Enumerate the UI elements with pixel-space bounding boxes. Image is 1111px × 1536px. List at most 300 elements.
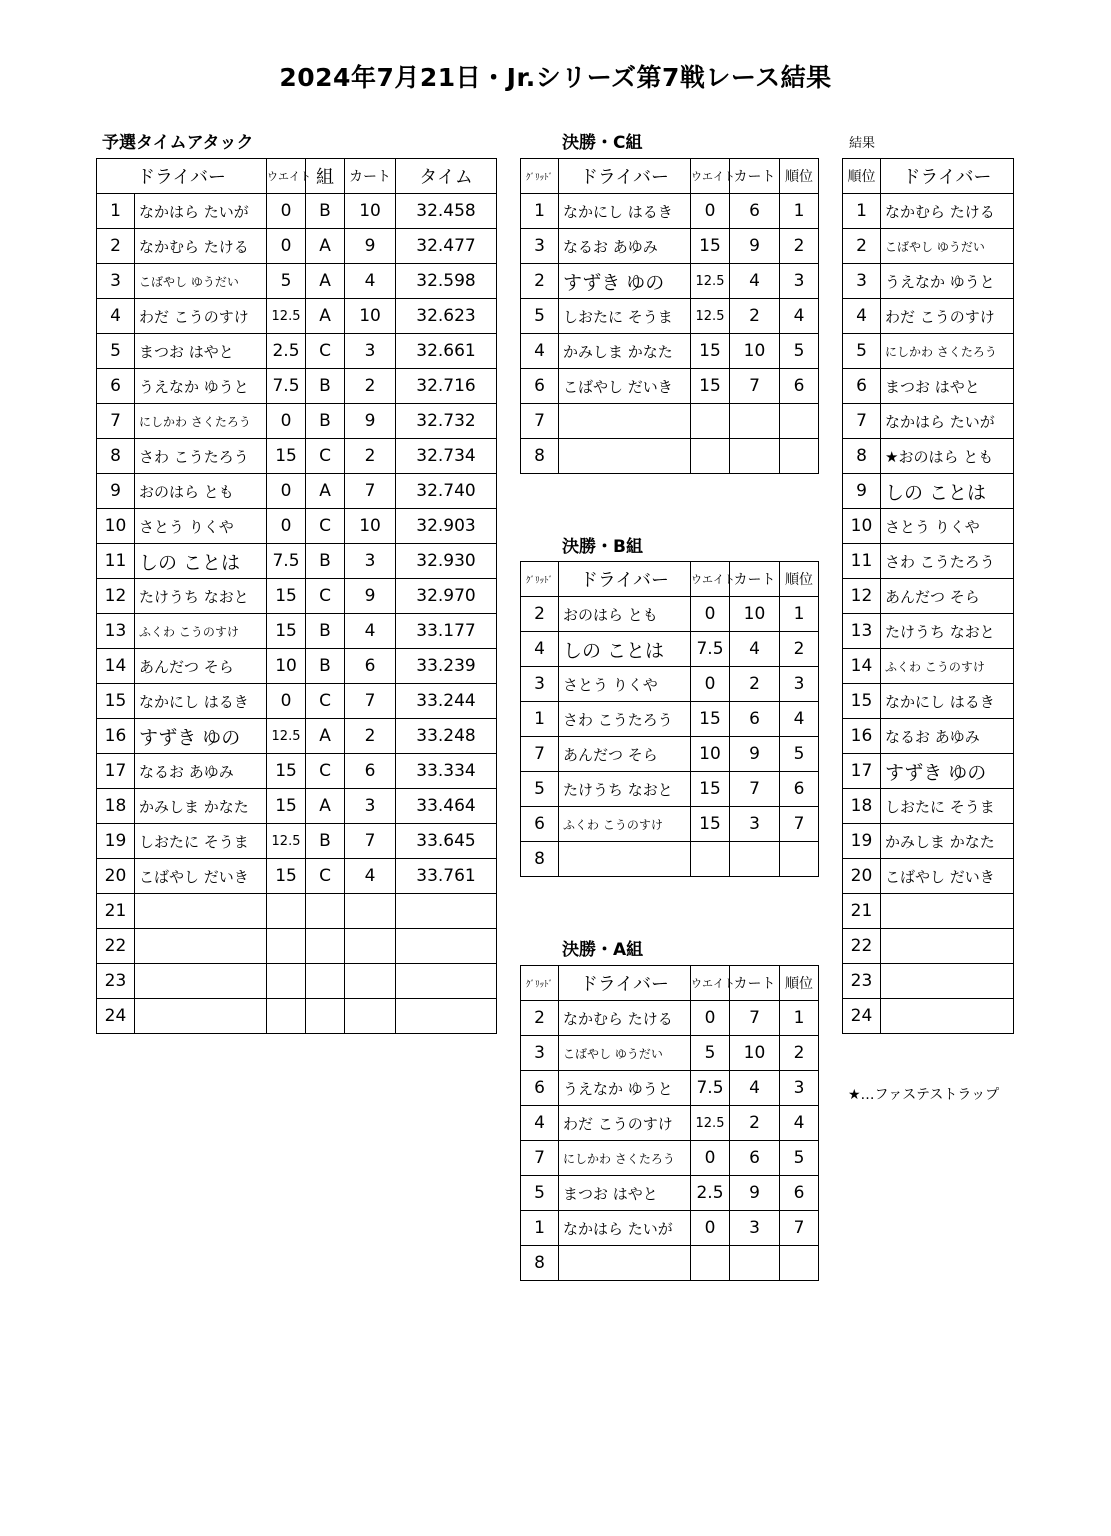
header-driver: ドライバー (881, 159, 1014, 194)
driver-cell (135, 999, 267, 1034)
driver-cell: さわ こうたろう (135, 439, 267, 474)
driver-cell: うえなか ゆうと (881, 264, 1014, 299)
driver-cell: さとう りくや (559, 667, 691, 702)
kart-cell: 2 (730, 1106, 780, 1141)
weight-cell (691, 1246, 730, 1281)
grid-cell: 4 (521, 334, 559, 369)
group-cell: A (306, 229, 345, 264)
position-cell: 2 (97, 229, 135, 264)
kart-cell: 3 (730, 1211, 780, 1246)
kart-cell: 7 (730, 772, 780, 807)
kart-cell: 3 (345, 544, 396, 579)
weight-cell (267, 894, 306, 929)
time-cell: 33.239 (396, 649, 497, 684)
kart-cell: 4 (730, 264, 780, 299)
group-cell: B (306, 194, 345, 229)
table-row (843, 789, 1014, 824)
table-row (843, 929, 1014, 964)
driver-cell: すずき ゆの (881, 754, 1014, 789)
driver-cell: おのはら とも (559, 597, 691, 632)
kart-cell: 10 (730, 597, 780, 632)
weight-cell: 15 (691, 807, 730, 842)
kart-cell: 10 (345, 509, 396, 544)
time-cell: 33.645 (396, 824, 497, 859)
kart-cell (345, 964, 396, 999)
rank-cell: 7 (843, 404, 881, 439)
driver-cell: たけうち なおと (135, 579, 267, 614)
table-row (97, 894, 497, 929)
weight-cell: 7.5 (691, 632, 730, 667)
group-cell: B (306, 824, 345, 859)
time-cell: 33.248 (396, 719, 497, 754)
grid-cell: 2 (521, 597, 559, 632)
rank-cell: 8 (843, 439, 881, 474)
table-row (843, 439, 1014, 474)
driver-cell (559, 842, 691, 877)
rank-cell: 18 (843, 789, 881, 824)
group-cell: B (306, 544, 345, 579)
qualifying-label: 予選タイムアタック (102, 133, 254, 153)
header-weight: ウエイト (691, 966, 730, 1001)
position-cell: 24 (97, 999, 135, 1034)
final-b-table (520, 561, 819, 877)
weight-cell: 0 (267, 684, 306, 719)
table-row (843, 474, 1014, 509)
group-cell: B (306, 649, 345, 684)
header-driver: ドライバー (559, 159, 691, 194)
rank-cell: 14 (843, 649, 881, 684)
table-row (521, 194, 819, 229)
table-row (521, 807, 819, 842)
rank-cell (780, 404, 819, 439)
driver-cell: さとう りくや (135, 509, 267, 544)
kart-cell: 10 (345, 194, 396, 229)
table-row (843, 649, 1014, 684)
driver-cell: さわ こうたろう (559, 702, 691, 737)
group-cell: C (306, 579, 345, 614)
rank-cell: 9 (843, 474, 881, 509)
weight-cell: 15 (691, 334, 730, 369)
rank-cell (780, 1246, 819, 1281)
rank-cell: 21 (843, 894, 881, 929)
rank-cell: 22 (843, 929, 881, 964)
table-row (521, 1176, 819, 1211)
driver-cell: こばやし だいき (559, 369, 691, 404)
table-row (843, 824, 1014, 859)
weight-cell: 15 (691, 702, 730, 737)
time-cell: 33.464 (396, 789, 497, 824)
table-row (97, 299, 497, 334)
driver-cell: うえなか ゆうと (135, 369, 267, 404)
weight-cell: 5 (267, 264, 306, 299)
grid-cell: 7 (521, 1141, 559, 1176)
grid-cell: 8 (521, 1246, 559, 1281)
header-driver: ドライバー (97, 159, 267, 194)
grid-cell: 5 (521, 772, 559, 807)
group-cell (306, 999, 345, 1034)
kart-cell: 7 (730, 1001, 780, 1036)
weight-cell: 2.5 (267, 334, 306, 369)
driver-cell: ★おのはら とも (881, 439, 1014, 474)
kart-cell: 3 (730, 807, 780, 842)
weight-cell: 0 (267, 229, 306, 264)
rank-cell (780, 842, 819, 877)
kart-cell: 2 (345, 439, 396, 474)
weight-cell: 0 (691, 1141, 730, 1176)
driver-cell: かみしま かなた (135, 789, 267, 824)
group-cell: A (306, 789, 345, 824)
grid-cell: 5 (521, 1176, 559, 1211)
driver-cell (881, 894, 1014, 929)
kart-cell (730, 404, 780, 439)
table-row (521, 1036, 819, 1071)
time-cell: 32.661 (396, 334, 497, 369)
table-row (521, 1246, 819, 1281)
weight-cell: 12.5 (691, 299, 730, 334)
driver-cell: あんだつ そら (881, 579, 1014, 614)
rank-cell: 11 (843, 544, 881, 579)
group-cell: B (306, 614, 345, 649)
table-row (521, 229, 819, 264)
position-cell: 20 (97, 859, 135, 894)
table-row (97, 684, 497, 719)
table-row (521, 597, 819, 632)
kart-cell: 7 (345, 474, 396, 509)
header-kart: カート (345, 159, 396, 194)
time-cell: 32.734 (396, 439, 497, 474)
driver-cell: しの ことは (559, 632, 691, 667)
table-row (521, 369, 819, 404)
rank-cell: 4 (780, 702, 819, 737)
header-rank: 順位 (780, 562, 819, 597)
driver-cell: うえなか ゆうと (559, 1071, 691, 1106)
position-cell: 16 (97, 719, 135, 754)
group-cell: A (306, 299, 345, 334)
weight-cell: 7.5 (267, 544, 306, 579)
kart-cell: 2 (345, 719, 396, 754)
kart-cell (345, 894, 396, 929)
time-cell (396, 894, 497, 929)
table-row (97, 964, 497, 999)
final-a-label: 決勝・A組 (562, 940, 644, 960)
final-b-label: 決勝・B組 (562, 537, 643, 557)
kart-cell: 9 (730, 737, 780, 772)
table-row (521, 334, 819, 369)
driver-cell: おのはら とも (135, 474, 267, 509)
weight-cell: 15 (267, 789, 306, 824)
header-kart: カート (730, 966, 780, 1001)
table-row (843, 859, 1014, 894)
weight-cell: 10 (691, 737, 730, 772)
driver-cell: まつお はやと (559, 1176, 691, 1211)
table-row (97, 824, 497, 859)
weight-cell: 12.5 (691, 264, 730, 299)
driver-cell: しおたに そうま (559, 299, 691, 334)
driver-cell (881, 999, 1014, 1034)
weight-cell (691, 842, 730, 877)
grid-cell: 6 (521, 807, 559, 842)
driver-cell: しおたに そうま (135, 824, 267, 859)
weight-cell: 0 (691, 1211, 730, 1246)
table-row (97, 754, 497, 789)
table-row (97, 859, 497, 894)
header-kart: カート (730, 562, 780, 597)
weight-cell: 15 (267, 754, 306, 789)
rank-cell: 5 (780, 334, 819, 369)
weight-cell: 10 (267, 649, 306, 684)
weight-cell: 15 (267, 439, 306, 474)
table-row (97, 719, 497, 754)
position-cell: 18 (97, 789, 135, 824)
driver-cell: こばやし ゆうだい (881, 229, 1014, 264)
position-cell: 5 (97, 334, 135, 369)
table-row (521, 702, 819, 737)
position-cell: 13 (97, 614, 135, 649)
table-row (97, 999, 497, 1034)
rank-cell: 3 (780, 667, 819, 702)
table-row (521, 842, 819, 877)
kart-cell: 9 (730, 229, 780, 264)
weight-cell: 12.5 (691, 1106, 730, 1141)
rank-cell: 1 (780, 597, 819, 632)
kart-cell: 4 (730, 1071, 780, 1106)
driver-cell: こばやし だいき (881, 859, 1014, 894)
driver-cell: あんだつ そら (135, 649, 267, 684)
time-cell: 32.598 (396, 264, 497, 299)
position-cell: 4 (97, 299, 135, 334)
table-row (97, 229, 497, 264)
driver-cell: わだ こうのすけ (881, 299, 1014, 334)
table-row (521, 632, 819, 667)
header-weight: ウエイト (691, 159, 730, 194)
time-cell: 33.177 (396, 614, 497, 649)
rank-cell (780, 439, 819, 474)
group-cell: C (306, 509, 345, 544)
time-cell: 32.477 (396, 229, 497, 264)
position-cell: 21 (97, 894, 135, 929)
header-grid: ｸﾞﾘｯﾄﾞ (521, 562, 559, 597)
kart-cell: 7 (345, 824, 396, 859)
group-cell (306, 894, 345, 929)
rank-cell: 6 (780, 1176, 819, 1211)
rank-cell: 2 (843, 229, 881, 264)
qualifying-table (96, 158, 497, 1034)
table-row (843, 894, 1014, 929)
driver-cell: なかはら たいが (881, 404, 1014, 439)
grid-cell: 3 (521, 229, 559, 264)
rank-cell: 1 (780, 1001, 819, 1036)
driver-cell (559, 439, 691, 474)
weight-cell: 15 (691, 369, 730, 404)
kart-cell: 7 (730, 369, 780, 404)
table-row (843, 334, 1014, 369)
weight-cell: 12.5 (267, 824, 306, 859)
rank-cell: 3 (780, 264, 819, 299)
driver-cell: なかにし はるき (881, 684, 1014, 719)
kart-cell: 4 (345, 264, 396, 299)
rank-cell: 3 (843, 264, 881, 299)
kart-cell: 4 (345, 614, 396, 649)
rank-cell: 24 (843, 999, 881, 1034)
kart-cell: 9 (345, 229, 396, 264)
header-weight: ウエイト (691, 562, 730, 597)
weight-cell: 5 (691, 1036, 730, 1071)
driver-cell (559, 1246, 691, 1281)
driver-cell: かみしま かなた (559, 334, 691, 369)
weight-cell: 15 (691, 772, 730, 807)
kart-cell (730, 1246, 780, 1281)
weight-cell: 7.5 (691, 1071, 730, 1106)
final-a-table (520, 965, 819, 1281)
driver-cell: すずき ゆの (559, 264, 691, 299)
weight-cell: 0 (267, 509, 306, 544)
kart-cell (730, 842, 780, 877)
driver-cell: しの ことは (881, 474, 1014, 509)
kart-cell: 4 (730, 632, 780, 667)
table-row (97, 929, 497, 964)
driver-cell (135, 929, 267, 964)
driver-cell: なかむら たける (135, 229, 267, 264)
weight-cell (267, 964, 306, 999)
driver-cell: かみしま かなた (881, 824, 1014, 859)
driver-cell: さわ こうたろう (881, 544, 1014, 579)
group-cell: A (306, 719, 345, 754)
table-row (843, 509, 1014, 544)
weight-cell: 15 (267, 579, 306, 614)
kart-cell: 6 (730, 194, 780, 229)
kart-cell: 2 (730, 667, 780, 702)
rank-cell: 2 (780, 1036, 819, 1071)
kart-cell (730, 439, 780, 474)
table-row (843, 614, 1014, 649)
driver-cell: わだ こうのすけ (135, 299, 267, 334)
rank-cell: 16 (843, 719, 881, 754)
table-row (97, 439, 497, 474)
position-cell: 23 (97, 964, 135, 999)
table-row (521, 667, 819, 702)
weight-cell (267, 929, 306, 964)
results-label: 結果 (849, 136, 876, 151)
table-row (843, 544, 1014, 579)
group-cell: B (306, 404, 345, 439)
rank-cell: 3 (780, 1071, 819, 1106)
driver-cell: にしかわ さくたろう (881, 334, 1014, 369)
position-cell: 12 (97, 579, 135, 614)
weight-cell: 0 (691, 667, 730, 702)
driver-cell: さとう りくや (881, 509, 1014, 544)
group-cell: A (306, 264, 345, 299)
grid-cell: 4 (521, 632, 559, 667)
driver-cell: にしかわ さくたろう (135, 404, 267, 439)
table-row (97, 649, 497, 684)
time-cell: 32.930 (396, 544, 497, 579)
position-cell: 9 (97, 474, 135, 509)
driver-cell: こばやし だいき (135, 859, 267, 894)
header-driver: ドライバー (559, 966, 691, 1001)
driver-cell (135, 894, 267, 929)
group-cell: C (306, 439, 345, 474)
fastest-lap-note: ★…ファステストラップ (848, 1087, 1000, 1103)
driver-cell: なかにし はるき (559, 194, 691, 229)
rank-cell: 13 (843, 614, 881, 649)
driver-cell: しの ことは (135, 544, 267, 579)
grid-cell: 1 (521, 1211, 559, 1246)
time-cell: 32.732 (396, 404, 497, 439)
grid-cell: 8 (521, 439, 559, 474)
rank-cell: 1 (780, 194, 819, 229)
table-row (521, 1141, 819, 1176)
table-row (97, 404, 497, 439)
kart-cell (345, 999, 396, 1034)
position-cell: 8 (97, 439, 135, 474)
driver-cell: わだ こうのすけ (559, 1106, 691, 1141)
weight-cell (691, 439, 730, 474)
table-row (843, 964, 1014, 999)
kart-cell: 9 (730, 1176, 780, 1211)
table-row (843, 999, 1014, 1034)
table-row (843, 404, 1014, 439)
table-row (97, 509, 497, 544)
header-rank: 順位 (780, 966, 819, 1001)
grid-cell: 4 (521, 1106, 559, 1141)
group-cell (306, 929, 345, 964)
driver-cell: なるお あゆみ (559, 229, 691, 264)
driver-cell: なるお あゆみ (135, 754, 267, 789)
time-cell: 33.334 (396, 754, 497, 789)
table-row (521, 1001, 819, 1036)
final-c-table (520, 158, 819, 474)
weight-cell (267, 999, 306, 1034)
grid-cell: 2 (521, 264, 559, 299)
weight-cell: 0 (267, 474, 306, 509)
weight-cell: 15 (267, 859, 306, 894)
time-cell: 32.740 (396, 474, 497, 509)
driver-cell: なかはら たいが (559, 1211, 691, 1246)
kart-cell: 6 (730, 702, 780, 737)
weight-cell: 7.5 (267, 369, 306, 404)
driver-cell: にしかわ さくたろう (559, 1141, 691, 1176)
header-time: タイム (396, 159, 497, 194)
driver-cell: たけうち なおと (559, 772, 691, 807)
table-row (97, 264, 497, 299)
driver-cell: なるお あゆみ (881, 719, 1014, 754)
group-cell: C (306, 754, 345, 789)
table-row (97, 544, 497, 579)
weight-cell (691, 404, 730, 439)
driver-cell: まつお はやと (881, 369, 1014, 404)
table-row (521, 1211, 819, 1246)
rank-cell: 19 (843, 824, 881, 859)
driver-cell: ふくわ こうのすけ (881, 649, 1014, 684)
kart-cell: 10 (730, 334, 780, 369)
table-row (521, 1106, 819, 1141)
header-weight: ウエイト (267, 159, 306, 194)
driver-cell (135, 964, 267, 999)
position-cell: 10 (97, 509, 135, 544)
page-title: 2024年7月21日・Jr.シリーズ第7戦レース結果 (279, 63, 832, 92)
rank-cell: 2 (780, 229, 819, 264)
driver-cell: なかにし はるき (135, 684, 267, 719)
rank-cell: 2 (780, 632, 819, 667)
position-cell: 7 (97, 404, 135, 439)
rank-cell: 5 (780, 737, 819, 772)
results-table (842, 158, 1014, 1034)
kart-cell: 7 (345, 684, 396, 719)
table-row (843, 754, 1014, 789)
table-row (521, 404, 819, 439)
rank-cell: 15 (843, 684, 881, 719)
kart-cell: 3 (345, 334, 396, 369)
